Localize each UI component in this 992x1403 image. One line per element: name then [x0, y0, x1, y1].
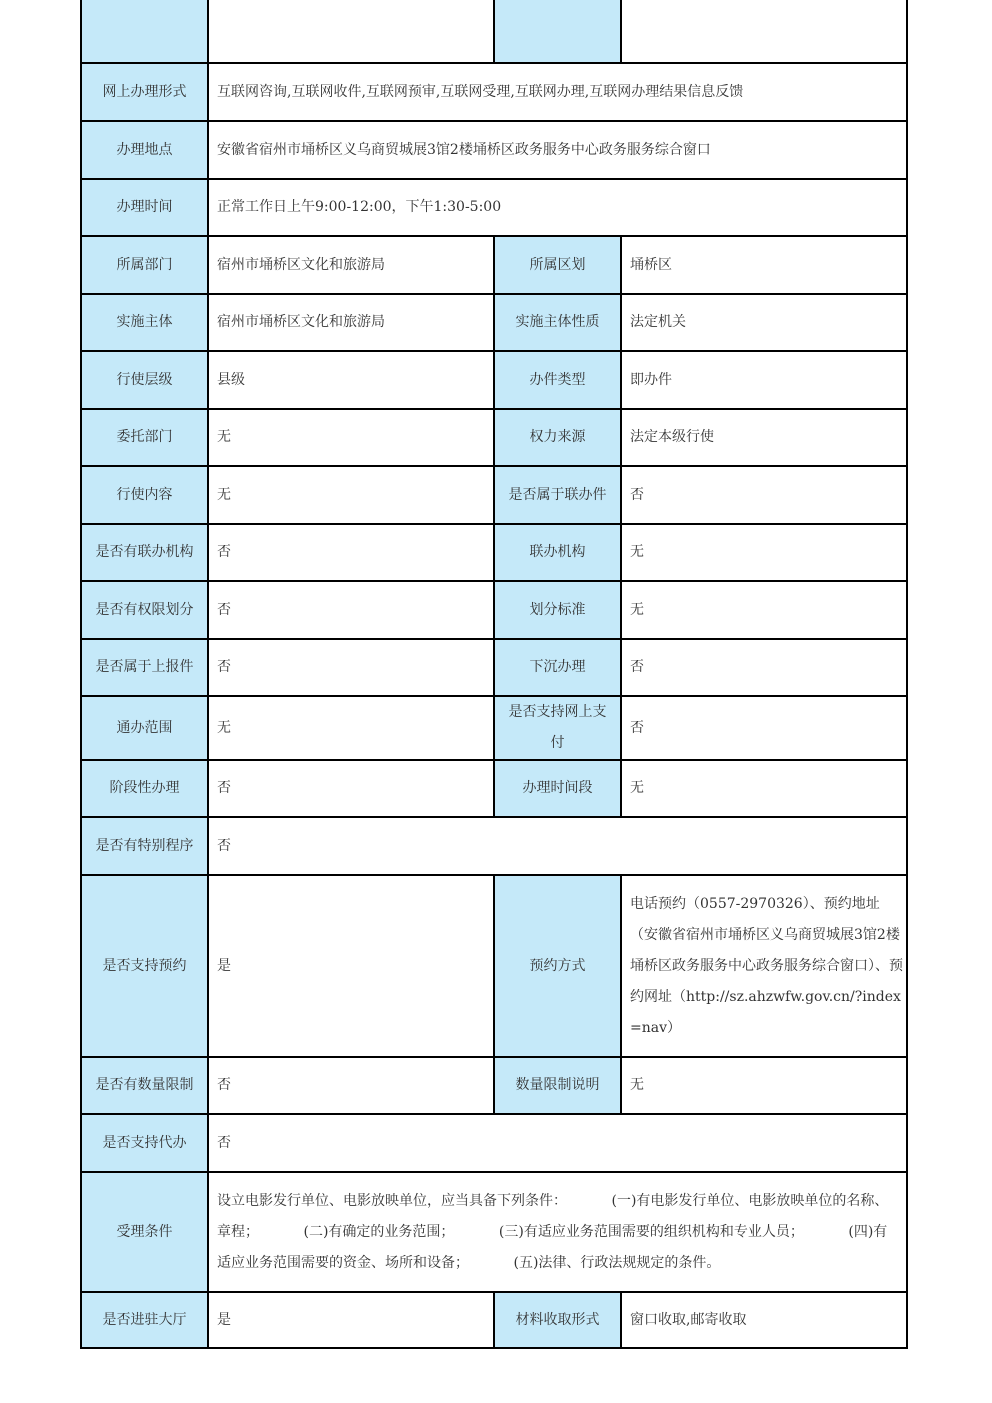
row-report-up: [81, 639, 907, 696]
district-label: 所属区划: [494, 236, 621, 294]
reservation-method-label: 预约方式: [494, 875, 621, 1057]
service-info-table: [80, 0, 908, 1349]
location-label: 办理地点: [81, 121, 208, 179]
scope-label: 通办范围: [81, 696, 208, 760]
row-top-partial: [81, 0, 907, 63]
division-standard-value: 无: [621, 581, 907, 639]
quantity-limit-label: 是否有数量限制: [81, 1057, 208, 1114]
has-joint-org-value: 否: [208, 524, 494, 581]
row-agent: [81, 1114, 907, 1172]
row-division: [81, 581, 907, 639]
has-joint-org-label: 是否有联办机构: [81, 524, 208, 581]
row-scope: [81, 696, 907, 760]
level-value: 县级: [208, 351, 494, 409]
stage-label: 阶段性办理: [81, 760, 208, 817]
hall-value: 是: [208, 1292, 494, 1348]
has-division-label: 是否有权限划分: [81, 581, 208, 639]
row-hall: [81, 1292, 907, 1348]
conditions-label: 受理条件: [81, 1172, 208, 1292]
row-department: [81, 236, 907, 294]
row-quantity: [81, 1057, 907, 1114]
joint-org-value: 无: [621, 524, 907, 581]
row-content: [81, 466, 907, 524]
quantity-desc-value: 无: [621, 1057, 907, 1114]
partial-label-cell-2: [494, 0, 621, 63]
row-subject: [81, 294, 907, 351]
quantity-desc-label: 数量限制说明: [494, 1057, 621, 1114]
scope-value: 无: [208, 696, 494, 760]
online-payment-value: 否: [621, 696, 907, 760]
has-division-value: 否: [208, 581, 494, 639]
online-payment-label: 是否支持网上支付: [494, 696, 621, 760]
hours-label: 办理时间: [81, 179, 208, 236]
subject-nature-label: 实施主体性质: [494, 294, 621, 351]
case-type-label: 办件类型: [494, 351, 621, 409]
content-label: 行使内容: [81, 466, 208, 524]
partial-label-cell: [81, 0, 208, 63]
location-value: 安徽省宿州市埇桥区义乌商贸城展3馆2楼埇桥区政务服务中心政务服务综合窗口: [208, 121, 907, 179]
agent-label: 是否支持代办: [81, 1114, 208, 1172]
row-stage: [81, 760, 907, 817]
row-online-form: [81, 63, 907, 121]
special-value: 否: [208, 817, 907, 875]
entrusted-value: 无: [208, 409, 494, 466]
joint-org-label: 联办机构: [494, 524, 621, 581]
reservation-method-value: 电话预约（0557-2970326）、预约地址（安徽省宿州市埇桥区义乌商贸城展3馆2楼埇桥区政务服务中心政务服务综合窗口）、预约网址（http://sz.ahzwfw.gov.cn/?index=nav）: [621, 875, 907, 1057]
reservation-label: 是否支持预约: [81, 875, 208, 1057]
sink-handling-value: 否: [621, 639, 907, 696]
department-value: 宿州市埇桥区文化和旅游局: [208, 236, 494, 294]
service-info-sheet: [80, 0, 906, 1349]
agent-value: 否: [208, 1114, 907, 1172]
report-up-value: 否: [208, 639, 494, 696]
sink-handling-label: 下沉办理: [494, 639, 621, 696]
row-reservation: [81, 875, 907, 1057]
hall-label: 是否进驻大厅: [81, 1292, 208, 1348]
hours-value: 正常工作日上午9:00-12:00，下午1:30-5:00: [208, 179, 907, 236]
conditions-value: 设立电影发行单位、电影放映单位，应当具备下列条件： (一)有电影发行单位、电影放映单位的名称、章程； (二)有确定的业务范围； (三)有适应业务范围需要的组织机构和专业人员； (四)有适应业务范围需要的资金、场所和设备； (五)法律、行政法规规定的条件。: [208, 1172, 907, 1292]
row-special: [81, 817, 907, 875]
special-label: 是否有特别程序: [81, 817, 208, 875]
report-up-label: 是否属于上报件: [81, 639, 208, 696]
department-label: 所属部门: [81, 236, 208, 294]
authority-source-value: 法定本级行使: [621, 409, 907, 466]
content-value: 无: [208, 466, 494, 524]
case-type-value: 即办件: [621, 351, 907, 409]
row-conditions: [81, 1172, 907, 1292]
quantity-limit-value: 否: [208, 1057, 494, 1114]
material-collection-value: 窗口收取,邮寄收取: [621, 1292, 907, 1348]
partial-value-cell-2: [621, 0, 907, 63]
subject-value: 宿州市埇桥区文化和旅游局: [208, 294, 494, 351]
partial-value-cell: [208, 0, 494, 63]
row-entrusted: [81, 409, 907, 466]
online-form-value: 互联网咨询,互联网收件,互联网预审,互联网受理,互联网办理,互联网办理结果信息反馈: [208, 63, 907, 121]
stage-value: 否: [208, 760, 494, 817]
division-standard-label: 划分标准: [494, 581, 621, 639]
reservation-value: 是: [208, 875, 494, 1057]
district-value: 埇桥区: [621, 236, 907, 294]
online-form-label: 网上办理形式: [81, 63, 208, 121]
subject-nature-value: 法定机关: [621, 294, 907, 351]
row-joint-org: [81, 524, 907, 581]
entrusted-label: 委托部门: [81, 409, 208, 466]
row-hours: [81, 179, 907, 236]
row-level: [81, 351, 907, 409]
level-label: 行使层级: [81, 351, 208, 409]
authority-source-label: 权力来源: [494, 409, 621, 466]
time-period-label: 办理时间段: [494, 760, 621, 817]
joint-case-label: 是否属于联办件: [494, 466, 621, 524]
joint-case-value: 否: [621, 466, 907, 524]
material-collection-label: 材料收取形式: [494, 1292, 621, 1348]
time-period-value: 无: [621, 760, 907, 817]
row-location: [81, 121, 907, 179]
subject-label: 实施主体: [81, 294, 208, 351]
